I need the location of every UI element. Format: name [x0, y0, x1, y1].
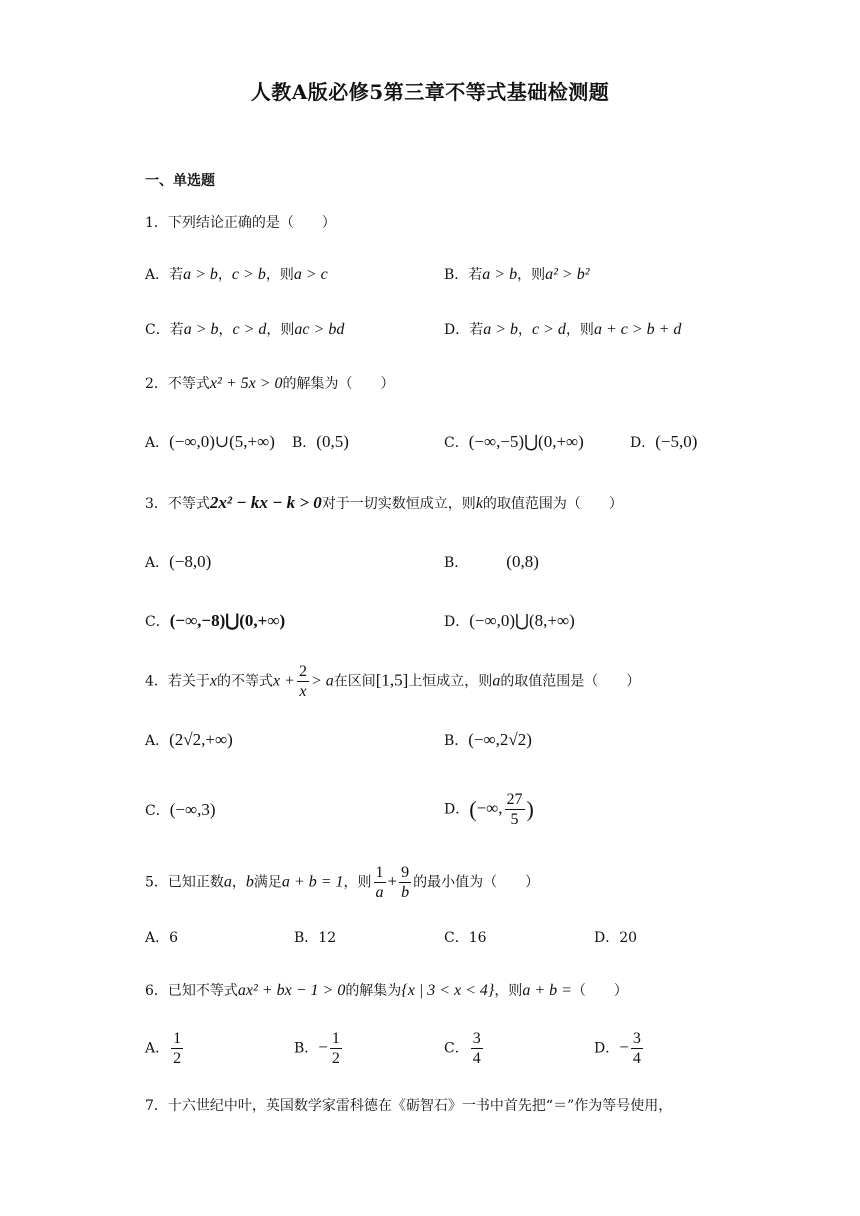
question-5-option-d[interactable]: D．20 — [594, 930, 638, 946]
question-6-option-d[interactable]: D．− $\frac{3}{4}$ — [594, 1030, 641, 1067]
fraction: $\frac{1}{2}$ — [331, 1030, 340, 1067]
question-5-stem: 5．已知正数a，b满足a + b = 1，则 $\frac{1}{a}$ + $\frac{9}{b}$ 的最小值为（ ） — [145, 864, 540, 901]
question-1-option-d[interactable]: D．若a > b，c > d，则a + c > b + d — [444, 321, 682, 338]
question-2-option-d[interactable]: D．(−5,0) — [630, 432, 698, 451]
question-6-stem: 6．已知不等式ax² + bx − 1 > 0的解集为{x | 3 < x < 4}，则a + b =（ ） — [145, 982, 628, 999]
question-2-option-b[interactable]: B．(0,5) — [292, 432, 349, 451]
question-3-option-b[interactable]: B． (0,8) — [444, 552, 539, 571]
question-4-option-d[interactable]: D．(−∞, $\frac{27}{5}$ ) — [444, 791, 534, 828]
question-1-option-b[interactable]: B．若a > b，则a² > b² — [444, 266, 590, 283]
question-2-option-a[interactable]: A．(−∞,0)∪(5,+∞) — [145, 432, 275, 451]
question-1-option-a[interactable]: A．若a > b，c > b，则a > c — [145, 266, 328, 283]
fraction: $\frac{3}{4}$ — [472, 1030, 481, 1067]
question-4-option-c[interactable]: C．(−∞,3) — [145, 800, 216, 819]
page-title: 人教A版必修5第三章不等式基础检测题 — [250, 80, 610, 104]
question-5-option-a[interactable]: A．6 — [145, 930, 179, 946]
question-6-option-c[interactable]: C． $\frac{3}{4}$ — [444, 1030, 481, 1067]
fraction: $\frac{27}{5}$ — [506, 791, 523, 828]
question-2-stem: 2．不等式x² + 5x > 0的解集为（ ） — [145, 375, 395, 392]
question-4-stem: 4．若关于x的不等式x + $\frac{2}{x}$ > a在区间[1,5]上恒成立，则a的取值范围是（ ） — [145, 663, 641, 700]
question-6-option-a[interactable]: A． $\frac{1}{2}$ — [145, 1030, 182, 1067]
question-3-stem: 3．不等式2x² − kx − k > 0对于一切实数恒成立，则k的取值范围为（ ） — [145, 493, 623, 512]
question-4-option-b[interactable]: B．(−∞,2√2) — [444, 730, 532, 749]
question-6-option-b[interactable]: B．− $\frac{1}{2}$ — [294, 1030, 340, 1067]
question-3-option-a[interactable]: A．(−8,0) — [145, 552, 212, 571]
question-1-stem: 1．下列结论正确的是（ ） — [145, 215, 336, 231]
question-2-option-c[interactable]: C．(−∞,−5)⋃(0,+∞) — [444, 432, 584, 451]
fraction: $\frac{9}{b}$ — [401, 864, 410, 901]
question-3-option-d[interactable]: D．(−∞,0)⋃(8,+∞) — [444, 611, 575, 630]
fraction: $\frac{2}{x}$ — [298, 663, 307, 700]
question-7-stem: 7．十六世纪中叶，英国数学家雷科德在《砺智石》一书中首先把“＝”作为等号使用， — [145, 1098, 673, 1114]
fraction: $\frac{1}{2}$ — [173, 1030, 182, 1067]
question-5-option-b[interactable]: B．12 — [294, 930, 337, 946]
section-heading: 一、单选题 — [145, 173, 215, 189]
question-1-option-c[interactable]: C．若a > b，c > d，则ac > bd — [145, 321, 345, 338]
question-5-option-c[interactable]: C．16 — [444, 930, 487, 946]
question-3-option-c[interactable]: C．(−∞,−8)⋃(0,+∞) — [145, 611, 286, 630]
fraction: $\frac{1}{a}$ — [375, 864, 384, 901]
question-4-option-a[interactable]: A．(2√2,+∞) — [145, 730, 233, 749]
fraction: $\frac{3}{4}$ — [632, 1030, 641, 1067]
